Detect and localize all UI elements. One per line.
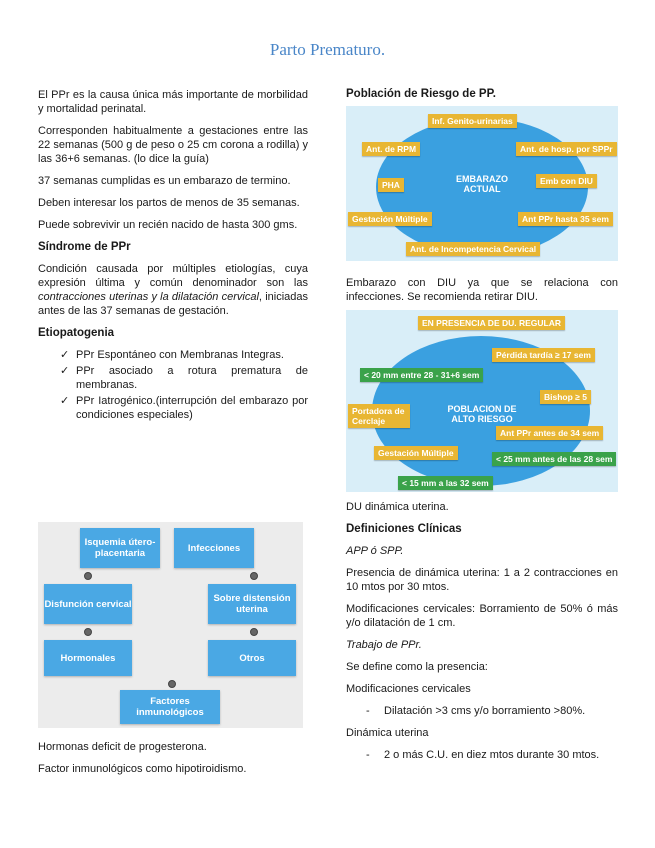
risk-tag: Inf. Genito-urinarias	[428, 114, 517, 128]
paragraph: Dinámica uterina	[346, 727, 429, 739]
right-diu-text	[346, 276, 618, 312]
dash-icon: -	[366, 705, 370, 717]
paragraph: Se define como la presencia:	[346, 661, 488, 673]
pin-icon	[168, 680, 176, 688]
risk-tag: Gestación Múltiple	[348, 212, 432, 226]
paragraph: Corresponden habitualmente a gestaciones entre las 22 semanas (500 g de peso o 25 cm corona a rodilla) y las 36+6 semanas. (lo dice la guía)	[38, 125, 308, 165]
heading-poblacion: Población de Riesgo de PP.	[346, 88, 496, 100]
risk-tag: Ant. de hosp. por SPPr	[516, 142, 617, 156]
risk-tag: Emb con DIU	[536, 174, 597, 188]
pin-icon	[250, 572, 258, 580]
risk-tag: Bishop ≥ 5	[540, 390, 591, 404]
box-otros: Otros	[208, 640, 296, 676]
paragraph: Puede sobrevivir un recién nacido de hasta 300 gms.	[38, 219, 298, 231]
page-title: Parto Prematuro.	[269, 40, 386, 59]
risk-tag: Ant. de RPM	[362, 142, 420, 156]
heading-etiopatogenia: Etiopatogenia	[38, 327, 115, 339]
risk-header-tag: EN PRESENCIA DE DU. REGULAR	[418, 316, 565, 330]
check-icon: ✓	[60, 349, 70, 361]
risk-tag: PHA	[378, 178, 404, 192]
etiopatogenia-diagram	[38, 522, 303, 728]
dash-icon: -	[366, 749, 370, 761]
list-item: ✓ PPr Espontáneo con Membranas Integras.	[60, 349, 284, 361]
left-bottom	[38, 740, 308, 784]
list-item: ✓ PPr asociado a rotura prematura de membranas.	[60, 365, 308, 391]
risk-tag: Portadora de Cerclaje	[348, 404, 410, 428]
box-disfuncion: Disfunción cervical	[44, 584, 132, 624]
box-factores: Factores inmunológicos	[120, 690, 220, 724]
left-column	[38, 88, 308, 428]
list-item: ✓ PPr Iatrogénico.(interrupción del embarazo por condiciones especiales)	[60, 395, 308, 421]
box-sobredistension: Sobre distensión uterina	[208, 584, 296, 624]
risk-tag: < 25 mm antes de las 28 sem	[492, 452, 616, 466]
risk-tag: < 20 mm entre 28 - 31+6 sem	[360, 368, 483, 382]
paragraph: Factor inmunológicos como hipotiroidismo.	[38, 763, 247, 775]
pin-icon	[250, 628, 258, 636]
dash-list	[346, 704, 618, 718]
box-hormonales: Hormonales	[44, 640, 132, 676]
risk-tag: Ant. de Incompetencia Cervical	[406, 242, 540, 256]
risk-center-label: EMBARAZO ACTUAL	[456, 174, 508, 194]
risk-diagram-embarazo	[346, 106, 618, 261]
heading-definiciones: Definiciones Clínicas	[346, 523, 462, 535]
subheading-app: APP ó SPP.	[346, 545, 404, 557]
paragraph: Deben interesar los partos de menos de 35 semanas.	[38, 197, 300, 209]
paragraph: 37 semanas cumplidas es un embarazo de termino.	[38, 175, 291, 187]
paragraph: Presencia de dinámica uterina: 1 a 2 contracciones en 10 mtos por 30 mtos.	[346, 567, 618, 593]
paragraph-sindrome: Condición causada por múltiples etiologías, cuya expresión última y común denominador son las contracciones uterinas y la dilatación cervical, iniciadas antes de las 37 semanas de gestación.	[38, 263, 308, 317]
check-list	[38, 348, 308, 422]
risk-center-label: POBLACION DE ALTO RIESGO	[447, 404, 517, 424]
paragraph: Modificaciones cervicales	[346, 683, 471, 695]
paragraph: Embarazo con DIU ya que se relaciona con infecciones. Se recomienda retirar DIU.	[346, 277, 618, 303]
risk-tag: Ant PPr hasta 35 sem	[518, 212, 613, 226]
paragraph: Hormonas deficit de progesterona.	[38, 741, 207, 753]
paragraph: Modificaciones cervicales: Borramiento de 50% ó más y/o dilatación de 1 cm.	[346, 603, 618, 629]
pin-icon	[84, 572, 92, 580]
paragraph: El PPr es la causa única más importante de morbilidad y mortalidad perinatal.	[38, 89, 308, 115]
box-isquemia: Isquemia útero-placentaria	[80, 528, 160, 568]
right-definitions	[346, 500, 618, 770]
risk-tag: Gestación Múltiple	[374, 446, 458, 460]
risk-tag: < 15 mm a las 32 sem	[398, 476, 493, 490]
risk-diagram-alto-riesgo	[346, 310, 618, 492]
list-item: - 2 o más C.U. en diez mtos durante 30 mtos.	[366, 749, 600, 761]
box-infecciones: Infecciones	[174, 528, 254, 568]
list-item: - Dilatación >3 cms y/o borramiento >80%.	[366, 705, 586, 717]
check-icon: ✓	[60, 395, 70, 407]
heading-sindrome: Síndrome de PPr	[38, 241, 131, 253]
risk-tag: Ant PPr antes de 34 sem	[496, 426, 603, 440]
paragraph: DU dinámica uterina.	[346, 501, 449, 513]
subheading-trabajo: Trabajo de PPr.	[346, 639, 422, 651]
risk-tag: Pérdida tardía ≥ 17 sem	[492, 348, 595, 362]
dash-list	[346, 748, 618, 762]
pin-icon	[84, 628, 92, 636]
check-icon: ✓	[60, 365, 70, 377]
